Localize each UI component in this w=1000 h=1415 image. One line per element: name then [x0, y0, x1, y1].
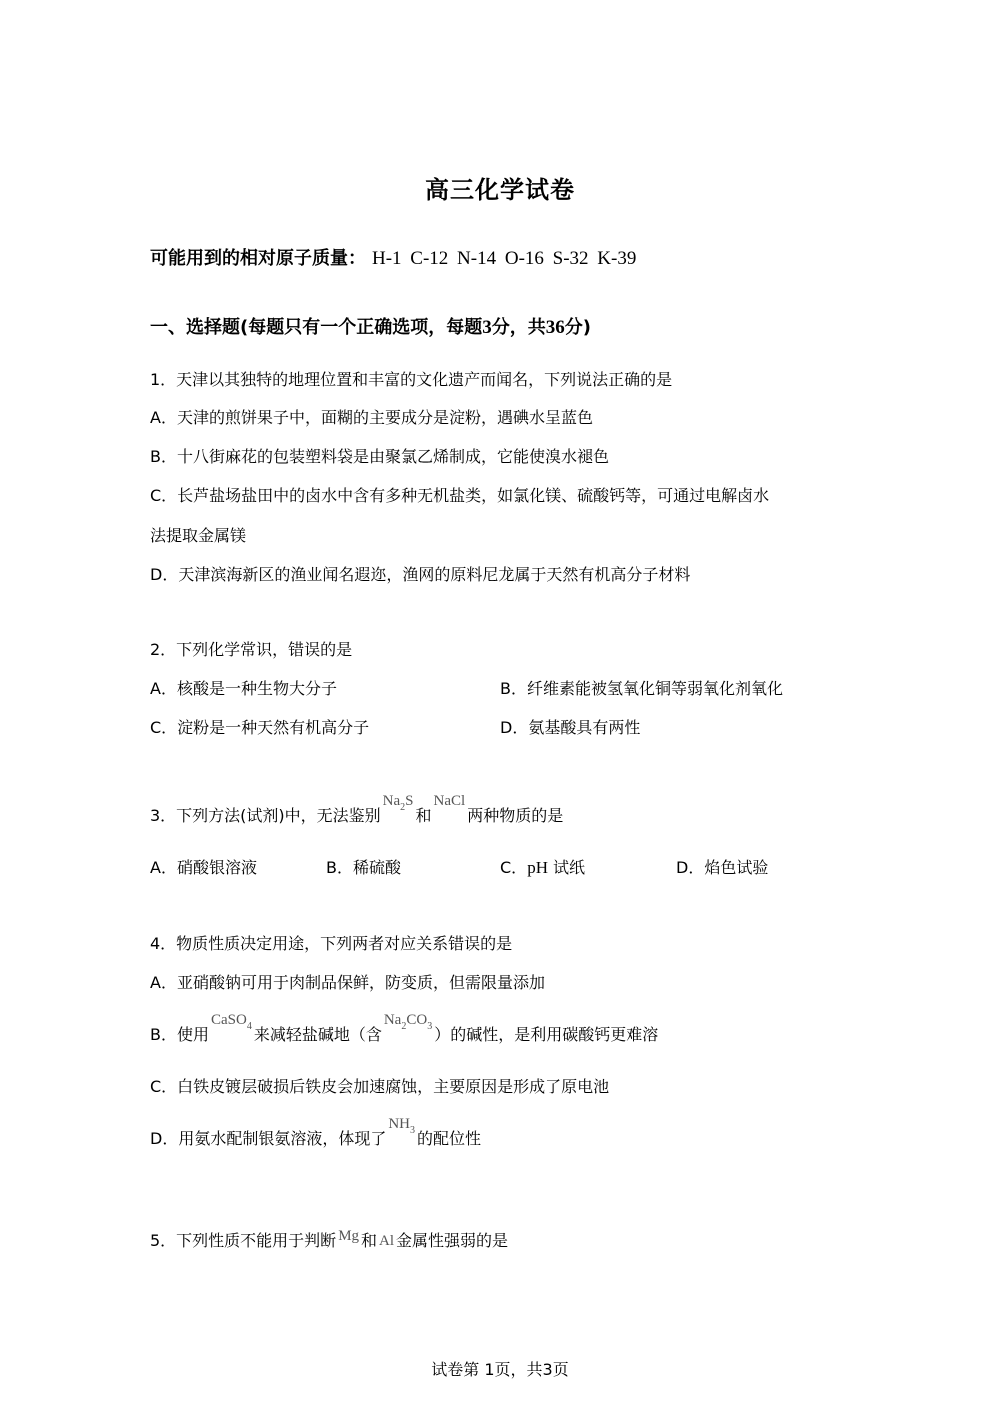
section-suffix: 分) — [564, 317, 591, 338]
formula-na2co3-sub2: 3 — [427, 1021, 433, 1032]
q3-option-d: D．焰色试验 — [676, 858, 769, 877]
q3-stem — [150, 793, 564, 826]
formula-na2s-main: Na — [382, 793, 401, 809]
q4-option-c: C．白铁皮镀层破损后铁皮会加速腐蚀，主要原因是形成了原电池 — [150, 1077, 610, 1096]
q3-option-b: B．稀硫酸 — [326, 858, 401, 877]
q3-stem-post: 两种物质的是 — [467, 806, 564, 825]
q1-option-a: A．天津的煎饼果子中，面糊的主要成分是淀粉，遇碘水呈蓝色 — [150, 408, 593, 427]
q1-option-c-line2: 法提取金属镁 — [150, 526, 247, 545]
q5-stem-pre: 5．下列性质不能用于判断 — [150, 1231, 337, 1250]
formula-caso4-main: CaSO — [210, 1012, 247, 1028]
formula-nh3-sub: 3 — [410, 1125, 415, 1136]
formula-nh3-main: NH — [388, 1116, 410, 1132]
q2-option-a: A．核酸是一种生物大分子 — [150, 679, 337, 698]
q4-option-d — [150, 1116, 482, 1149]
formula-na2co3-mid: CO — [406, 1012, 428, 1028]
atomic-mass-label: 可能用到的相对原子质量： — [150, 248, 366, 269]
q4-stem: 4．物质性质决定用途，下列两者对应关系错误的是 — [150, 934, 513, 953]
section-points-each: 3 — [482, 317, 492, 338]
q4-option-b-post: ）的碱性，是利用碳酸钙更难溶 — [434, 1025, 659, 1044]
q4-option-b — [150, 1012, 659, 1045]
q3-option-c — [500, 855, 585, 878]
q1-option-c-line1: C．长芦盐场盐田中的卤水中含有多种无机盐类，如氯化镁、硫酸钙等，可通过电解卤水 — [150, 486, 770, 505]
q5-stem-post: 金属性强弱的是 — [396, 1231, 509, 1250]
page-footer: 试卷第 1页，共3页 — [431, 1360, 569, 1379]
formula-na2co3 — [383, 1012, 433, 1032]
q4-option-b-pre: B．使用 — [150, 1025, 209, 1044]
q2-option-d: D．氨基酸具有两性 — [500, 718, 641, 737]
q1-option-d: D．天津滨海新区的渔业闻名遐迩，渔网的原料尼龙属于天然有机高分子材料 — [150, 565, 691, 584]
q1-stem: 1．天津以其独特的地理位置和丰富的文化遗产而闻名，下列说法正确的是 — [150, 370, 673, 389]
q3-option-c-prefix: C． — [500, 858, 528, 877]
q2-option-b: B．纤维素能被氢氧化铜等弱氧化剂氧化 — [500, 679, 783, 698]
atomic-mass-values: H-1 C-12 N-14 O-16 S-32 K-39 — [372, 248, 637, 269]
q2-option-c: C．淀粉是一种天然有机高分子 — [150, 718, 370, 737]
q3-and: 和 — [415, 806, 432, 825]
section-prefix: 一、选择题(每题只有一个正确选项，每题 — [150, 317, 483, 338]
q3-option-a: A．硝酸银溶液 — [150, 858, 257, 877]
q4-option-a: A．亚硝酸钠可用于肉制品保鲜，防变质，但需限量添加 — [150, 973, 545, 992]
q4-option-d-pre: D．用氨水配制银氨溶液，体现了 — [150, 1129, 387, 1148]
q3-option-c-ph: pH — [527, 858, 548, 877]
section-heading — [150, 313, 591, 339]
section-total: 36 — [545, 317, 565, 338]
formula-na2s — [382, 793, 414, 813]
q3-option-c-suffix: 试纸 — [547, 858, 586, 877]
formula-al: Al — [379, 1233, 395, 1249]
section-middle: 分，共 — [491, 317, 546, 338]
formula-na2s-sub: 2 — [400, 802, 406, 813]
formula-na2co3-main: Na — [383, 1012, 402, 1028]
q5-and: 和 — [361, 1231, 378, 1250]
page-title: 高三化学试卷 — [425, 176, 575, 204]
formula-caso4-sub: 4 — [246, 1021, 252, 1032]
formula-nacl: NaCl — [433, 793, 466, 809]
q4-option-d-post: 的配位性 — [417, 1129, 482, 1148]
formula-mg: Mg — [338, 1228, 360, 1244]
q5-stem — [150, 1228, 508, 1251]
q4-option-b-mid: 来减轻盐碱地（含 — [253, 1025, 382, 1044]
q3-stem-pre: 3．下列方法(试剂)中，无法鉴别 — [150, 806, 381, 825]
q1-option-b: B．十八街麻花的包装塑料袋是由聚氯乙烯制成，它能使溴水褪色 — [150, 447, 609, 466]
formula-nh3 — [388, 1116, 415, 1136]
q2-stem: 2．下列化学常识，错误的是 — [150, 640, 353, 659]
formula-caso4 — [210, 1012, 252, 1032]
atomic-mass-line — [150, 244, 636, 270]
formula-na2co3-sub: 2 — [401, 1021, 407, 1032]
formula-na2s-tail: S — [405, 793, 414, 809]
